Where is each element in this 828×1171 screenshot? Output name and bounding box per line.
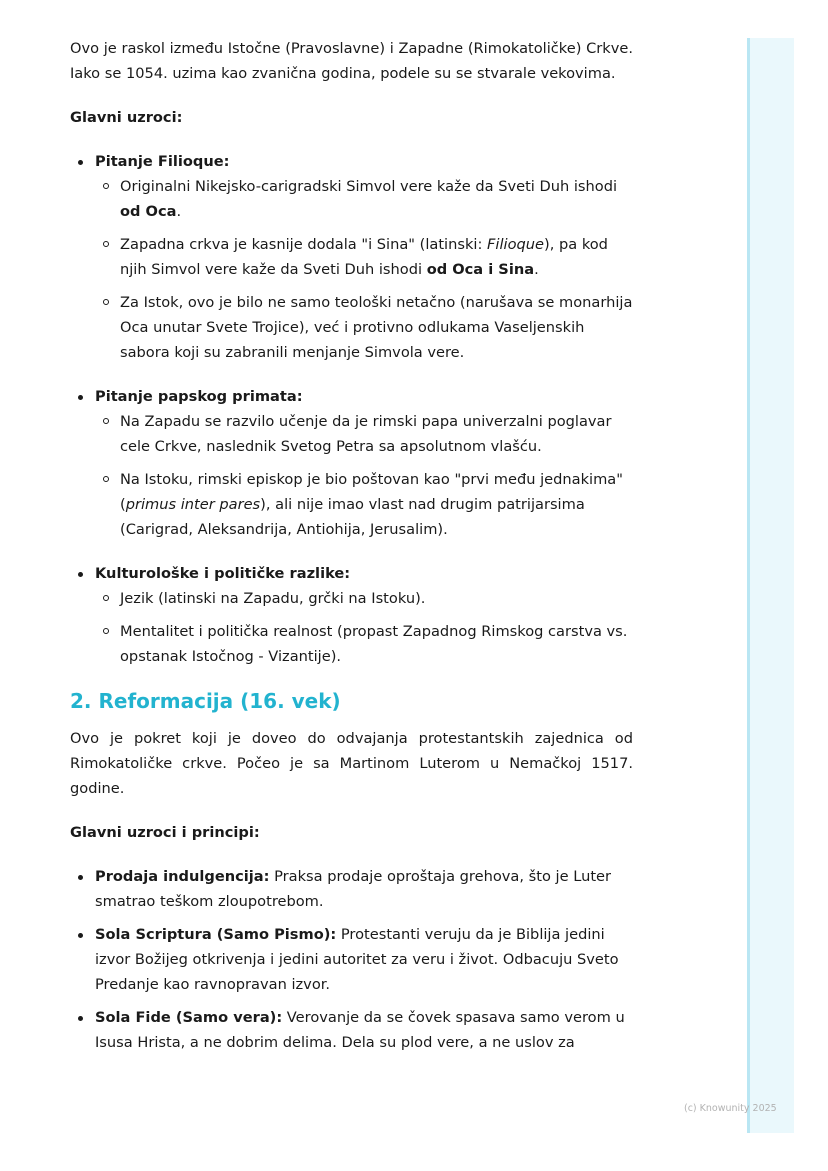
sub-list xyxy=(95,586,633,669)
watermark: (c) Knowunity 2025 xyxy=(684,1103,777,1114)
list-item: Prodaja indulgencija: Praksa prodaje oproštaja grehova, što je Luter smatrao teškom zloupotrebom. xyxy=(70,864,633,914)
sub-list xyxy=(95,409,633,542)
list-item xyxy=(70,149,633,365)
principles-list xyxy=(70,864,633,1055)
cause-title: Pitanje Filioque: xyxy=(95,153,230,170)
list-item: Na Zapadu se razvilo učenje da je rimski papa univerzalni poglavar cele Crkve, naslednik Svetog Petra sa apsolutnom vlašću. xyxy=(95,409,633,459)
cause-title: Pitanje papskog primata: xyxy=(95,388,303,405)
list-item: Sola Scriptura (Samo Pismo): Protestanti veruju da je Biblija jedini izvor Božijeg otkrivenja i jedini autoritet za veru i život. Odbacuju Sveto Predanje kao ravnopravan izvor. xyxy=(70,922,633,997)
list-item: Na Istoku, rimski episkop je bio poštovan kao "prvi među jednakima" (primus inter pares), ali nije imao vlast nad drugim patrijarsima (Carigrad, Aleksandrija, Antiohija, Jerusalim). xyxy=(95,467,633,542)
page-sidebar xyxy=(747,38,794,1133)
list-item xyxy=(70,561,633,669)
list-item: Zapadna crkva je kasnije dodala "i Sina" (latinski: Filioque), pa kod njih Simvol vere kaže da Sveti Duh ishodi od Oca i Sina. xyxy=(95,232,633,282)
document-content xyxy=(70,36,633,1055)
list-item: Originalni Nikejsko-carigradski Simvol vere kaže da Sveti Duh ishodi od Oca. xyxy=(95,174,633,224)
principles-heading: Glavni uzroci i principi: xyxy=(70,824,260,841)
list-item: Za Istok, ovo je bilo ne samo teološki netačno (narušava se monarhija Oca unutar Svete Trojice), već i protivno odlukama Vaseljenskih sabora koji su zabranili menjanje Simvola vere. xyxy=(95,290,633,365)
list-item: Jezik (latinski na Zapadu, grčki na Istoku). xyxy=(95,586,633,611)
section-title: 2. Reformacija (16. vek) xyxy=(70,689,341,713)
schism-intro: Ovo je raskol između Istočne (Pravoslavne) i Zapadne (Rimokatoličke) Crkve. Iako se 1054. uzima kao zvanična godina, podele su se stvarale vekovima. xyxy=(70,40,633,82)
list-item: Mentalitet i politička realnost (propast Zapadnog Rimskog carstva vs. opstanak Istočnog - Vizantije). xyxy=(95,619,633,669)
list-item xyxy=(70,384,633,542)
list-item: Sola Fide (Samo vera): Verovanje da se čovek spasava samo verom u Isusa Hrista, a ne dobrim delima. Dela su plod vere, a ne uslov za xyxy=(70,1005,633,1055)
cause-title: Kulturološke i političke razlike: xyxy=(95,565,351,582)
reformation-intro: Ovo je pokret koji je doveo do odvajanja protestantskih zajednica od Rimokatoličke crkve. Počeo je sa Martinom Luterom u Nemačkoj 1517. godine. xyxy=(70,730,633,797)
sub-list xyxy=(95,174,633,365)
causes-list xyxy=(70,149,633,669)
causes-heading: Glavni uzroci: xyxy=(70,109,183,126)
